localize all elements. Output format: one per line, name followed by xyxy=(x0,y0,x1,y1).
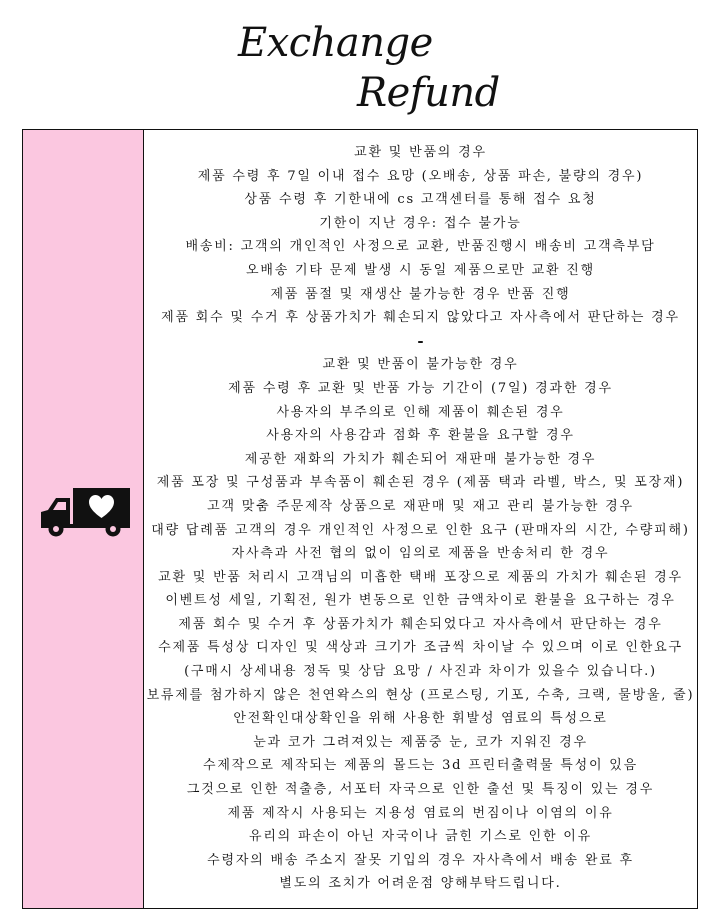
policy-line: 오배송 기타 문제 발생 시 동일 제품으로만 교환 진행 xyxy=(246,262,595,278)
page-heading xyxy=(0,0,720,130)
heading-refund: Refund xyxy=(357,70,500,116)
policy-line: 제품 제작시 사용되는 지용성 염료의 번짐이나 이염의 이유 xyxy=(227,805,614,821)
policy-text xyxy=(144,130,697,908)
policy-line: 수제작으로 제작되는 제품의 몰드는 3d 프린터출력물 특성이 있음 xyxy=(202,758,639,774)
section-divider: - xyxy=(417,331,424,350)
policy-line: 대량 답례품 고객의 경우 개인적인 사정으로 인한 요구 (판매자의 시간, 수량피해) xyxy=(151,522,690,538)
policy-line: 교환 및 반품 처리시 고객님의 미흡한 택배 포장으로 제품의 가치가 훼손된 경우 xyxy=(158,569,683,585)
policy-line: 상품 수령 후 기한내에 cs 고객센터를 통해 접수 요청 xyxy=(244,192,597,208)
policy-line: 별도의 조치가 어려운점 양해부탁드립니다. xyxy=(279,876,562,892)
policy-line: 이벤트성 세일, 기획전, 원가 변동으로 인한 금액차이로 환불을 요구하는 경우 xyxy=(165,593,676,609)
policy-box xyxy=(22,129,698,909)
policy-line: 자사측과 사전 협의 없이 임의로 제품을 반송처리 한 경우 xyxy=(231,546,610,562)
policy-line: 제품 수령 후 교환 및 반품 가능 기간이 (7일) 경과한 경우 xyxy=(228,380,613,396)
policy-line: 그것으로 인한 적출층, 서포터 자국으로 인한 출선 및 특징이 있는 경우 xyxy=(186,782,655,798)
policy-line: 제품 품절 및 재생산 불가능한 경우 반품 진행 xyxy=(270,286,571,302)
policy-line: 수령자의 배송 주소지 잘못 기입의 경우 자사측에서 배송 완료 후 xyxy=(207,852,634,868)
heading-exchange: Exchange xyxy=(238,20,433,66)
policy-line: 교환 및 반품이 불가능한 경우 xyxy=(322,357,519,373)
policy-line: (구매시 상세내용 정독 및 상담 요망 / 사진과 차이가 있을수 있습니다.) xyxy=(184,664,657,680)
policy-line: 기한이 지난 경우: 접수 불가능 xyxy=(319,215,522,231)
sidebar-panel xyxy=(23,130,144,908)
policy-line: 제품 포장 및 구성품과 부속품이 훼손된 경우 (제품 택과 라벨, 박스, 및 포장재) xyxy=(156,475,685,491)
policy-line: 사용자의 부주의로 인해 제품이 훼손된 경우 xyxy=(276,404,565,420)
policy-line: 안전확인대상확인을 위해 사용한 휘발성 염료의 특성으로 xyxy=(233,711,608,727)
policy-line: 고객 맞춤 주문제작 상품으로 재판매 및 재고 관리 불가능한 경우 xyxy=(207,498,634,514)
policy-line: 수제품 특성상 디자인 및 색상과 크기가 조금씩 차이날 수 있으며 이로 인한요구 xyxy=(158,640,683,656)
policy-line: 제품 회수 및 수거 후 상품가치가 훼손되었다고 자사측에서 판단하는 경우 xyxy=(178,616,663,632)
truck-heart-icon xyxy=(40,487,130,537)
policy-line: 제품 회수 및 수거 후 상품가치가 훼손되지 않았다고 자사측에서 판단하는 경우 xyxy=(161,310,680,326)
policy-line: 배송비: 고객의 개인적인 사정으로 교환, 반품진행시 배송비 고객측부담 xyxy=(185,239,656,255)
policy-line: 유리의 파손이 아닌 자국이나 긁힌 기스로 인한 이유 xyxy=(248,829,593,845)
policy-line: 제공한 재화의 가치가 훼손되어 재판매 불가능한 경우 xyxy=(244,451,597,467)
policy-line: 교환 및 반품의 경우 xyxy=(354,145,487,160)
policy-line: 사용자의 사용감과 점화 후 환불을 요구할 경우 xyxy=(266,428,575,444)
policy-line: 눈과 코가 그려져있는 제품중 눈, 코가 지워진 경우 xyxy=(253,734,588,750)
policy-line: 보류제를 첨가하지 않은 천연왁스의 현상 (프로스팅, 기포, 수축, 크랙, 물방울, 줄) xyxy=(146,687,695,703)
policy-line: 제품 수령 후 7일 이내 접수 요망 (오배송, 상품 파손, 불량의 경우) xyxy=(197,168,644,184)
